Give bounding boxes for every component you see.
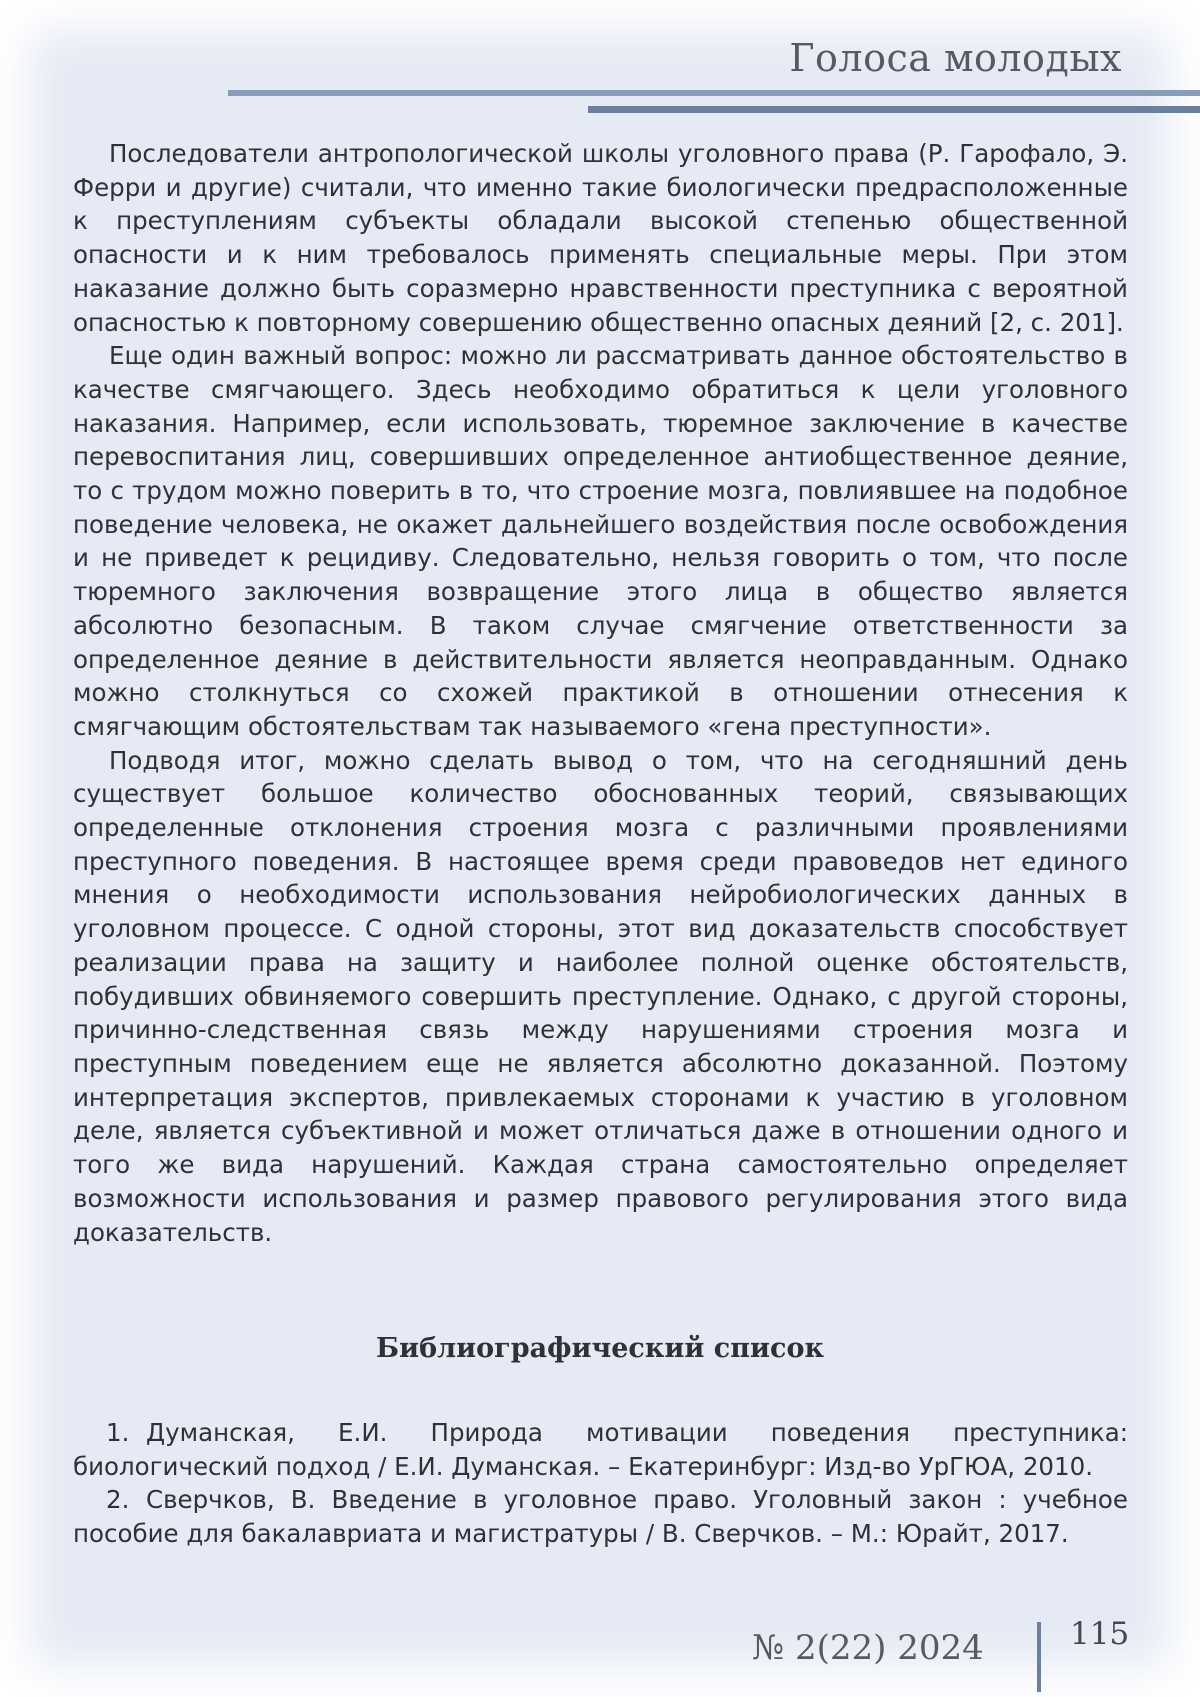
bibliography-item-text: Сверчков, В. Введение в уголовное право. Уголовный закон : учебное пособие для бакалавриата и магистратуры / В. Сверчков. – М.: Юрайт, 2017.	[73, 1485, 1128, 1549]
bibliography-item	[73, 1416, 1128, 1483]
page-number: 115	[1070, 1616, 1130, 1652]
bibliography-item-number: 2.	[106, 1485, 130, 1515]
body-paragraph: Подводя итог, можно сделать вывод о том, что на сегодняшний день существует большое количество обоснованных теорий, связывающих определенные отклонения строения мозга с различными проявлениями преступного поведения. В настоящее время среди правоведов нет единого мнения о необходимости использования нейробиологических данных в уголовном процессе. С одной стороны, этот вид доказательств способствует реализации права на защиту и наиболее полной оценке обстоятельств, побудивших обвиняемого совершить преступление. Однако, с другой стороны, причинно-следственная связь между нарушениями строения мозга и преступным поведением еще не является абсолютно доказанной. Поэтому интерпретация экспертов, привлекаемых сторонами к участию в уголовном деле, является субъективной и может отличаться даже в отношении одного и того же вида нарушений. Каждая страна самостоятельно определяет возможности использования и размер правового регулирования этого вида доказательств.	[73, 745, 1128, 1247]
body-paragraph: Еще один важный вопрос: можно ли рассматривать данное обстоятельство в качестве смягчающего. Здесь необходимо обратиться к цели уголовного наказания. Например, если использовать, тюремное заключение в качестве перевоспитания лиц, совершивших определенное антиобщественное деяние, то с трудом можно поверить в то, что строение мозга, повлиявшее на подобное поведение человека, не окажет дальнейшего воздействия после освобождения и не приведет к рецидиву. Следовательно, нельзя говорить о том, что после тюремного заключения возвращение этого лица в общество является абсолютно безопасным. В таком случае смягчение ответственности за определенное деяние в действительности является неоправданным. Однако можно столкнуться со схожей практикой в отношении отнесения к смягчающим обстоятельствам так называемого «гена преступности».	[73, 341, 1128, 741]
bibliography-item	[73, 1483, 1128, 1550]
running-head-title: Голоса молодых	[789, 36, 1122, 80]
body-paragraph: Последователи антропологической школы уголовного права (Р. Гарофало, Э. Ферри и другие) считали, что именно такие биологически предрасположенные к преступлениям субъекты обладали высокой степенью общественной опасности и к ним требовалось применять специальные меры. При этом наказание должно быть соразмерно нравственности преступника с вероятной опасностью к повторному совершению общественно опасных деяний [2, с. 201].	[73, 139, 1128, 337]
article-body	[73, 137, 1128, 1249]
issue-number: № 2(22) 2024	[752, 1628, 984, 1668]
footer-divider	[1037, 1622, 1041, 1692]
bibliography-list	[73, 1416, 1128, 1551]
bibliography-item-number: 1.	[106, 1418, 130, 1447]
bibliography-item-text: Думанская, Е.И. Природа мотивации поведения преступника: биологический подход / Е.И. Думанская. – Екатеринбург: Изд-во УрГЮА, 2010.	[73, 1418, 1128, 1481]
bibliography-heading: Библиографический список	[376, 1333, 824, 1364]
header-rule-top	[228, 90, 1200, 96]
header-rule-bottom	[588, 106, 1200, 113]
